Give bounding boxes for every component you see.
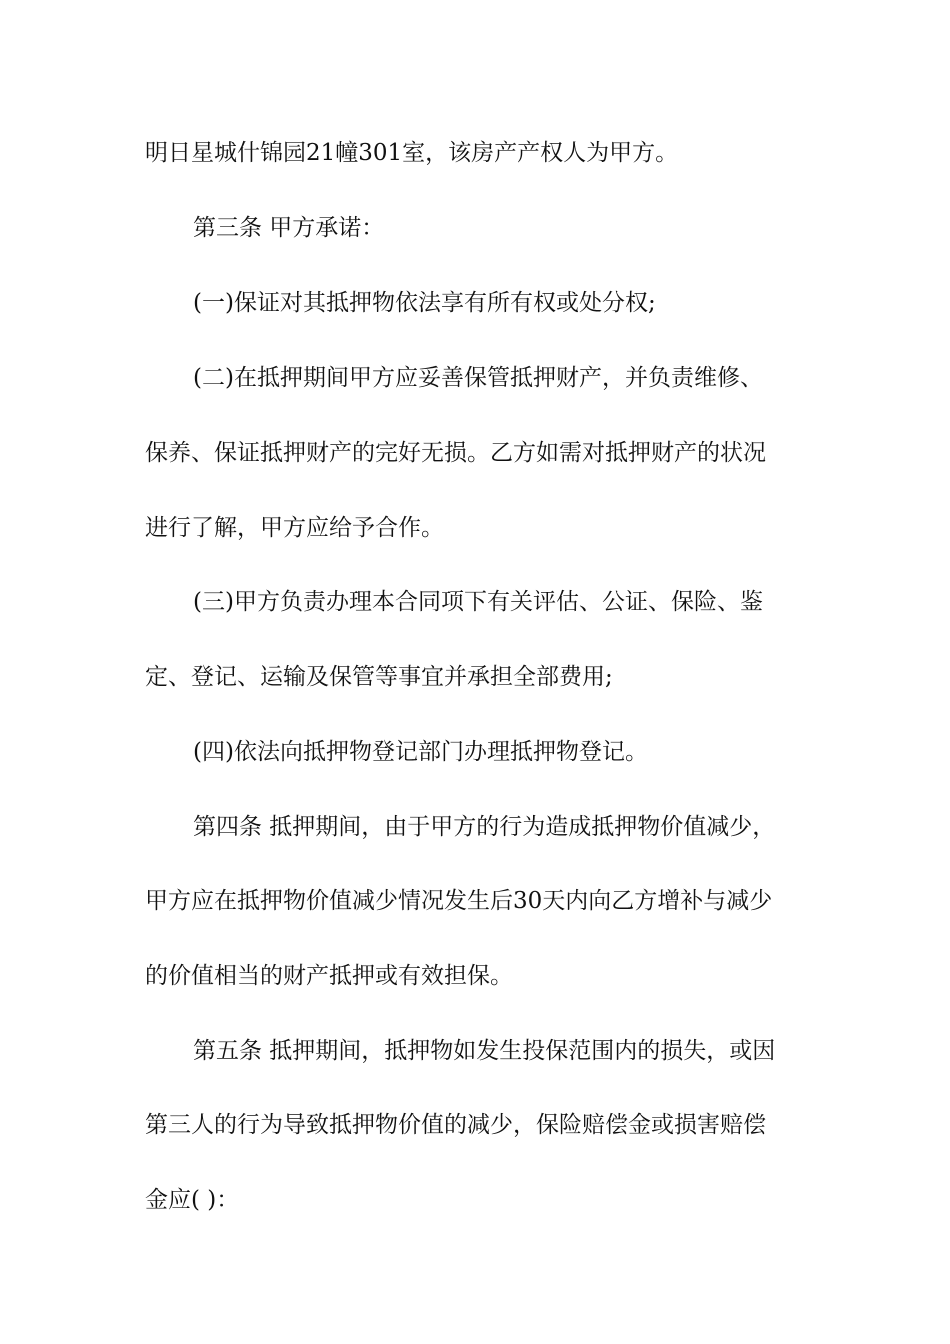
list-item: (四)依法向抵押物登记部门办理抵押物登记。 [193,739,648,765]
text-line: 定、登记、运输及保管等事宜并承担全部费用; [145,664,613,690]
article-heading: 第四条 抵押期间，由于甲方的行为造成抵押物价值减少， [193,814,776,840]
text-line: 明日星城什锦园21幢301室，该房产产权人为甲方。 [145,140,679,166]
list-item: (三)甲方负责办理本合同项下有关评估、公证、保险、鉴 [193,589,763,615]
list-item: (一)保证对其抵押物依法享有所有权或处分权; [193,290,656,316]
text-line: 的价值相当的财产抵押或有效担保。 [145,963,513,989]
text-line: 保养、保证抵押财产的完好无损。乙方如需对抵押财产的状况 [145,440,766,466]
text-line: 甲方应在抵押物价值减少情况发生后30天内向乙方增补与减少 [145,888,773,914]
text-line: 金应( )： [145,1187,240,1213]
article-heading: 第五条 抵押期间，抵押物如发生投保范围内的损失，或因 [193,1038,776,1064]
list-item: (二)在抵押期间甲方应妥善保管抵押财产，并负责维修、 [193,365,763,391]
text-line: 第三人的行为导致抵押物价值的减少，保险赔偿金或损害赔偿 [145,1112,766,1138]
article-heading: 第三条 甲方承诺： [193,215,385,241]
text-line: 进行了解，甲方应给予合作。 [145,515,444,541]
